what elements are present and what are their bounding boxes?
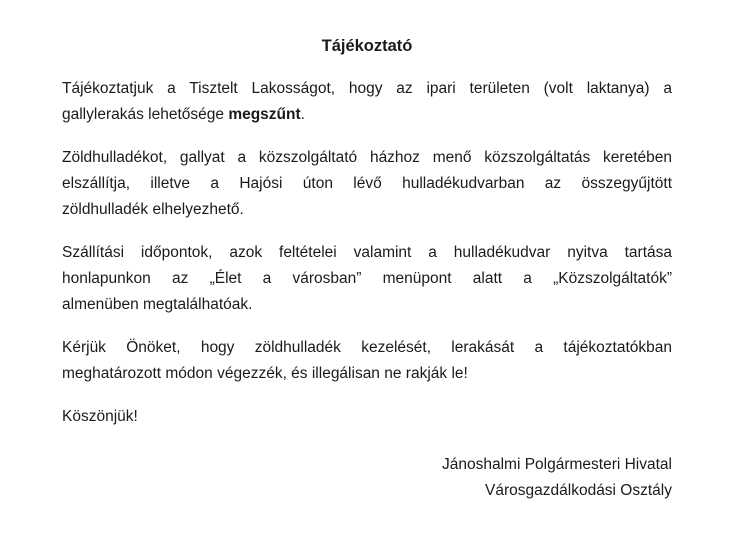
emphasized-word: megszűnt bbox=[228, 106, 301, 123]
paragraph-text: gallylerakás lehetősége bbox=[62, 106, 229, 123]
paragraph-green-waste bbox=[62, 145, 672, 223]
paragraph-line: zöldhulladék elhelyezhető. bbox=[62, 201, 244, 218]
paragraph-line: Zöldhulladékot, gallyat a közszolgáltató házhoz menő közszolgáltatás keretében bbox=[62, 149, 672, 166]
paragraph-line: almenüben megtalálhatóak. bbox=[62, 296, 253, 313]
signature-block bbox=[62, 452, 672, 504]
paragraph-schedule-info bbox=[62, 240, 672, 318]
paragraph-line: Tájékoztatjuk a Tisztelt Lakosságot, hogy az ipari területen (volt laktanya) a bbox=[62, 80, 672, 97]
paragraph-line bbox=[62, 102, 672, 128]
document-title: Tájékoztató bbox=[321, 37, 413, 55]
paragraph-request bbox=[62, 335, 672, 387]
paragraph-line: elszállítja, illetve a Hajósi úton lévő hulladékudvarban az összegyűjtött bbox=[62, 175, 672, 192]
paragraph-line: Köszönjük! bbox=[62, 408, 138, 425]
signature-organization: Jánoshalmi Polgármesteri Hivatal bbox=[441, 456, 672, 473]
paragraph-closure-notice bbox=[62, 76, 672, 128]
paragraph-line: meghatározott módon végezzék, és illegálisan ne rakják le! bbox=[62, 365, 468, 382]
signature-department: Városgazdálkodási Osztály bbox=[485, 482, 672, 499]
paragraph-line: honlapunkon az „Élet a városban” menüpont alatt a „Közszolgáltatók” bbox=[62, 270, 672, 287]
paragraph-text: . bbox=[300, 106, 305, 123]
paragraph-line: Szállítási időpontok, azok feltételei valamint a hulladékudvar nyitva tartása bbox=[62, 244, 672, 261]
paragraph-thanks bbox=[62, 404, 672, 430]
paragraph-line: Kérjük Önöket, hogy zöldhulladék kezelését, lerakását a tájékoztatókban bbox=[62, 339, 672, 356]
